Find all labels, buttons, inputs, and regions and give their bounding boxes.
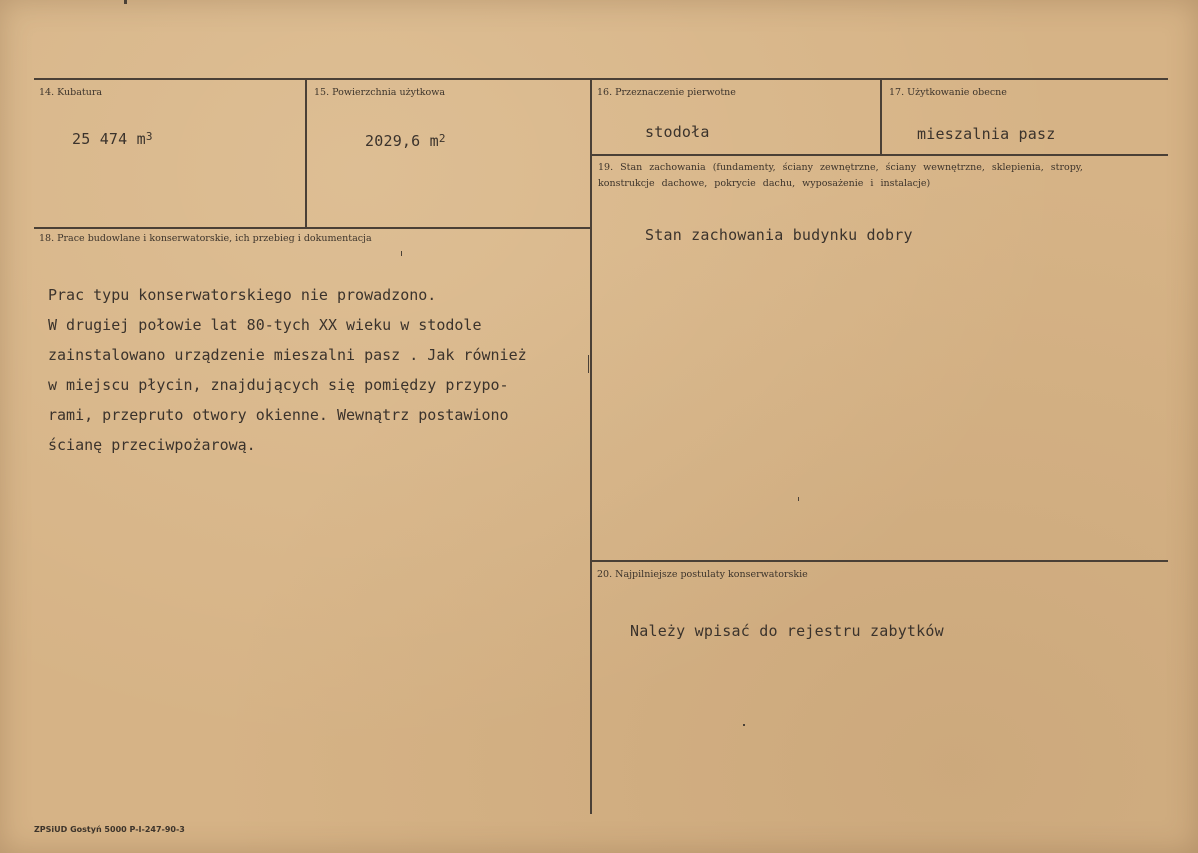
divider-center: [590, 79, 592, 814]
rule-left-mid: [34, 227, 591, 229]
speck: [401, 251, 402, 256]
rule-right-low: [592, 560, 1168, 562]
prace-line: ścianę przeciwpożarową.: [48, 436, 256, 454]
divider-16-17: [880, 79, 882, 155]
divider-14-15: [305, 79, 307, 227]
prace-line: Prac typu konserwatorskiego nie prowadzono.: [48, 286, 437, 304]
top-rule: [34, 78, 1168, 80]
postulaty-value: Należy wpisać do rejestru zabytków: [630, 622, 944, 640]
przeznaczenie-label: 16. Przeznaczenie pierwotne: [597, 87, 736, 98]
powierzchnia-exponent: 2: [438, 132, 446, 145]
speck: [743, 724, 745, 726]
powierzchnia-value: 2029,6 $m^2$: [365, 132, 446, 150]
print-imprint: ZPSiUD Gostyń 5000 P-I-247-90-3: [34, 825, 185, 834]
speck: [798, 497, 799, 501]
uzytkowanie-value: mieszalnia pasz: [917, 125, 1056, 143]
prace-label: 18. Prace budowlane i konserwatorskie, ich przebieg i dokumentacja: [39, 233, 372, 244]
divider-margin-mark: [588, 355, 589, 373]
prace-line: W drugiej połowie lat 80-tych XX wieku w stodole: [48, 316, 482, 334]
stan-zachowania-value: Stan zachowania budynku dobry: [645, 226, 913, 244]
prace-text: [48, 280, 527, 460]
prace-line: rami, przepruto otwory okienne. Wewnątrz postawiono: [48, 406, 509, 424]
kubatura-label: 14. Kubatura: [39, 87, 103, 98]
powierzchnia-label: 15. Powierzchnia użytkowa: [314, 87, 446, 98]
top-speck: [124, 0, 127, 4]
stan-zachowania-label: 19. Stan zachowania (fundamenty, ściany zewnętrzne, ściany wewnętrzne, sklepienia, stropy, konstrukcje dachowe, pokrycie dachu, wyposażenie i instalacje): [598, 162, 1083, 189]
prace-line: zainstalowano urządzenie mieszalni pasz . Jak również: [48, 346, 527, 364]
kubatura-exponent: 3: [145, 130, 153, 143]
przeznaczenie-value: stodoła: [645, 123, 710, 141]
uzytkowanie-label: 17. Użytkowanie obecne: [889, 87, 1007, 98]
kubatura-value: 25 474 $m^3$: [72, 130, 153, 148]
postulaty-label: 20. Najpilniejsze postulaty konserwatorskie: [597, 569, 808, 580]
prace-line: w miejscu płycin, znajdujących się pomiędzy przypo-: [48, 376, 509, 394]
